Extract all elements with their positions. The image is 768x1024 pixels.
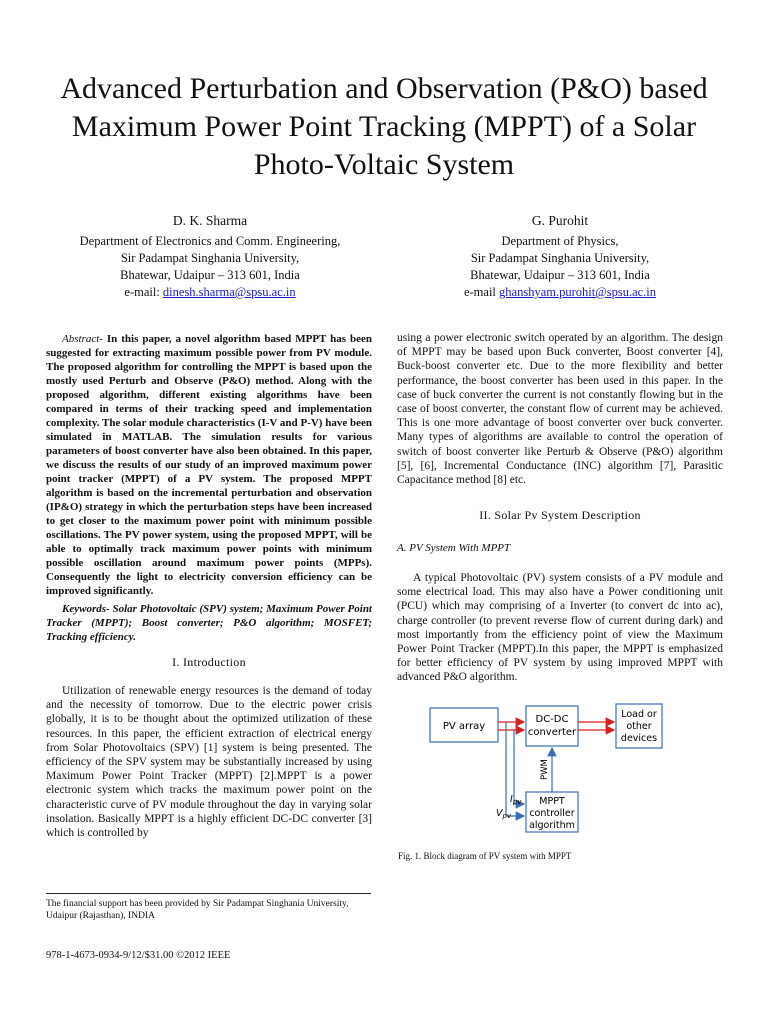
abstract-text: In this paper, a novel algorithm based MPPT has been suggested for extracting maximum possible power from PV module. The proposed algorithm for controlling the MPPT is based upon the mostly used Perturb and Observe (P&O) method. Along with the proposed algorithm, different existing algorithms have been compared in terms of their tracking speed and implementation complexity. The solar module characteristics (I-V and P-V) have been simulated in MATLAB. The simulation results for various parameters of boost converter have also been obtained. In this paper, we discuss the results of our study of an improved maximum power point tracker (MPPT) of a PV system. The proposed MPPT algorithm is based on the incremental perturbation and observation (IP&O) strategy in which the perturbation steps have been increased to get closer to the maximum power point with minimum possible oscillations. The PV power system, using the proposed MPPT, will be able to optimally track maximum power points with minimum possible oscillation around maximum power points (MPPs). Consequently the light to electricity conversion efficiency can be improved significantly. bbox=[46, 333, 372, 597]
figure-caption: Fig. 1. Block diagram of PV system with MPPT bbox=[398, 851, 572, 861]
section-heading-introduction: I. Introduction bbox=[172, 655, 246, 669]
copyright-isbn: 978-1-4673-0934-9/12/$31.00 ©2012 IEEE bbox=[46, 950, 231, 961]
author-email-link[interactable]: ghanshyam.purohit@spsu.ac.in bbox=[499, 285, 657, 299]
author-dept: Department of Electronics and Comm. Engineering, bbox=[79, 234, 341, 248]
block-diagram-figure bbox=[420, 700, 700, 840]
right-column-para2 bbox=[397, 571, 723, 685]
author-block-1 bbox=[40, 212, 380, 301]
subsection-heading: A. PV System With MPPT bbox=[397, 542, 511, 554]
intro-paragraph: Utilization of renewable energy resources is the demand of today and the necessity of tomorrow. Due to the electric power crisis globally, it is to be thought about the optimized utilization of these resources. In this paper, the efficient extraction of electrical energy from Solar Photovoltaics (SPV) [1] system is being presented. The efficiency of the SPV system may be substantially increased by using Maximum Power Point Tracker (MPPT) [2].MPPT is a power electronic system which tracks the maximum power point on the characteristic curve of PV module throughout the day in varying solar insolation. Basically MPPT is a highly efficient DC-DC converter [3] which is controlled by bbox=[46, 685, 372, 840]
dcdc-label-1: DC-DC bbox=[535, 714, 569, 725]
pwm-label: PWM bbox=[540, 759, 550, 780]
author-email-line: e-mail ghanshyam.purohit@spsu.ac.in bbox=[463, 285, 657, 299]
title-line-3: Photo-Voltaic System bbox=[253, 148, 515, 181]
keywords-label: Keywords- bbox=[62, 603, 110, 615]
dcdc-converter-box bbox=[526, 706, 578, 746]
author-name: D. K. Sharma bbox=[172, 213, 248, 228]
load-label-3: devices bbox=[620, 733, 658, 744]
load-label-1: Load or bbox=[621, 709, 657, 720]
intro-body bbox=[46, 684, 372, 840]
ipv-label: $I_{pv}$ bbox=[510, 794, 522, 806]
author-email-line: e-mail: dinesh.sharma@spsu.ac.in bbox=[124, 285, 296, 299]
body-paragraph: using a power electronic switch operated by an algorithm. The design of MPPT may be based upon Buck converter, Boost converter [4], Buck-boost converter etc. Due to the more flexibility and better performance, the boost converter has been used in this paper. In the case of buck converter the current is not constantly flowing but in the case of boost converter, the constant flow of current may be achieved. This is one more advantage of boost converter over buck converter. Many types of algorithms are available to control the operation of switch of boost converter like Perturb & Observe (P&O) algorithm [5], [6], Incremental Conductance (INC) algorithm [7], Parasitic Capacitance method [8] etc. bbox=[397, 332, 723, 487]
author-address: Bhatewar, Udaipur – 313 601, India bbox=[470, 268, 650, 282]
author-block-2 bbox=[395, 212, 725, 301]
body-paragraph: A typical Photovoltaic (PV) system consists of a PV module and some electrical load. This may also have a Power conditioning unit (PCU) which may comprising of a Inverter (to convert dc into ac), charge controller (to prevent reverse flow of current during dark) and most importantly from the efficiency point of view the Maximum Power Point Tracker (MPPT).In this paper, the MPPT is emphasized for better efficiency of PV system by using improved MPPT with advanced P&O algorithm. bbox=[397, 572, 723, 684]
title-line-1: Advanced Perturbation and Observation (P&O) based bbox=[60, 72, 708, 105]
section-heading-solar-pv: II. Solar Pv System Description bbox=[479, 508, 641, 522]
abstract-label: Abstract- bbox=[62, 333, 103, 345]
footnote: The financial support has been provided by Sir Padampat Singhania University, Udaipur (Rajasthan), INDIA bbox=[46, 899, 349, 921]
mppt-label-1: MPPT bbox=[539, 796, 565, 807]
author-dept: Department of Physics, bbox=[501, 234, 619, 248]
load-label-2: other bbox=[626, 721, 652, 732]
footnote-divider bbox=[46, 893, 371, 894]
author-address: Bhatewar, Udaipur – 313 601, India bbox=[120, 268, 300, 282]
keywords-text: Solar Photovoltaic (SPV) system; Maximum Power Point Tracker (MPPT); Boost converter; P&O algorithm; MOSFET; Tracking efficiency. bbox=[46, 603, 372, 643]
dcdc-label-2: converter bbox=[527, 727, 577, 738]
mppt-label-3: algorithm bbox=[529, 820, 575, 831]
author-univ: Sir Padampat Singhania University, bbox=[470, 251, 650, 265]
right-column-para1 bbox=[397, 331, 723, 487]
keywords bbox=[46, 602, 372, 644]
author-univ: Sir Padampat Singhania University, bbox=[120, 251, 300, 265]
author-email-link[interactable]: dinesh.sharma@spsu.ac.in bbox=[162, 285, 296, 299]
pv-array-label: PV array bbox=[442, 721, 486, 732]
mppt-label-2: controller bbox=[529, 808, 575, 819]
title-line-2: Maximum Power Point Tracking (MPPT) of a Solar bbox=[71, 110, 697, 143]
author-name: G. Purohit bbox=[531, 213, 589, 228]
vpv-label: $V_{pv}$ bbox=[496, 808, 512, 820]
paper-title bbox=[20, 70, 748, 184]
abstract bbox=[46, 332, 372, 598]
